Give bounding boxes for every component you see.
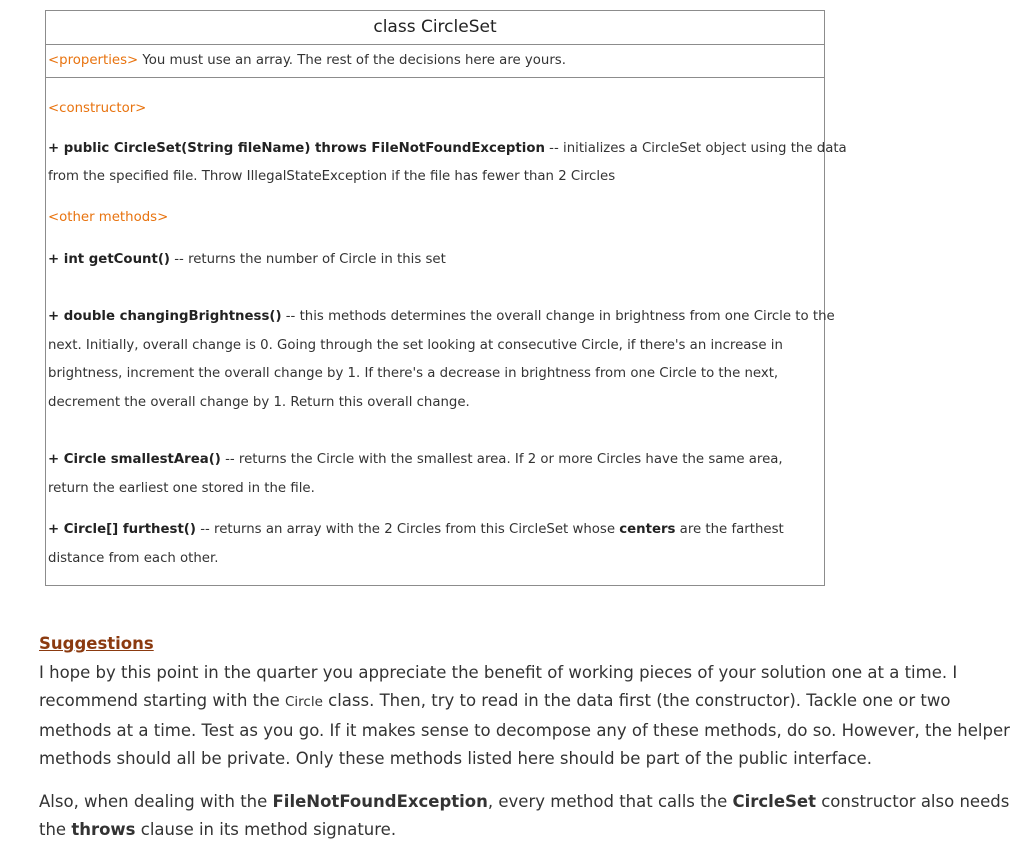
centers-bold: centers xyxy=(619,522,676,537)
constructor-line-1 xyxy=(46,135,847,164)
constructor-tag-row xyxy=(46,95,824,124)
other-methods-tag: <other methods> xyxy=(48,210,169,225)
suggestions-paragraph-2: Also, when dealing with the FileNotFoundException, every method that calls the CircleSet constructor also needs the throws clause in its method signature. xyxy=(39,791,1010,839)
filenotfound-bold: FileNotFoundException xyxy=(272,791,488,811)
method-desc: next. Initially, overall change is 0. Going through the set looking at consecutive Circle, if there's an increase in xyxy=(48,337,783,353)
constructor-signature: + public CircleSet(String fileName) throws FileNotFoundException xyxy=(48,141,545,156)
method-desc: -- returns the number of Circle in this set xyxy=(170,252,446,267)
method-getcount xyxy=(46,246,824,275)
throws-bold: throws xyxy=(71,820,136,839)
circleset-bold: CircleSet xyxy=(732,791,816,811)
class-title: class CircleSet xyxy=(46,11,824,45)
constructor-desc-2: from the specified file. Throw IllegalStateException if the file has fewer than 2 Circles xyxy=(48,169,616,184)
uml-class-box xyxy=(45,10,847,586)
constructor-tag: <constructor> xyxy=(48,101,147,116)
method-desc: distance from each other. xyxy=(48,550,219,566)
method-signature: + int getCount() xyxy=(48,252,171,267)
properties-row xyxy=(46,45,824,78)
method-signature: + double changingBrightness() xyxy=(48,309,282,324)
constructor-line-2 xyxy=(46,163,824,192)
suggestions-paragraph-1: I hope by this point in the quarter you appreciate the benefit of working pieces of your solution one at a time. I recommend starting with the Circle class. Then, try to read in the data first (the constructor). Tackle one or two methods at a time. Test as you go. If it makes sense to decompose any of these methods, do so. However, the helper methods should all be private. Only these methods listed here should be part of the public interface. xyxy=(39,662,1010,768)
properties-tag: <properties> xyxy=(48,53,139,68)
method-signature: + Circle smallestArea() xyxy=(48,452,221,467)
method-desc: -- this methods determines the overall change in brightness from one Circle to the xyxy=(281,309,835,324)
other-methods-tag-row xyxy=(46,204,824,233)
method-smallestarea xyxy=(46,446,824,503)
circle-code: Circle xyxy=(284,694,323,710)
properties-text: You must use an array. The rest of the decisions here are yours. xyxy=(142,53,566,68)
method-furthest xyxy=(46,516,824,573)
method-desc: return the earliest one stored in the file. xyxy=(48,480,315,496)
constructor-desc-1: -- initializes a CircleSet object using the data xyxy=(544,141,847,156)
method-desc: decrement the overall change by 1. Return this overall change. xyxy=(48,394,470,410)
suggestions-section xyxy=(39,630,1014,845)
method-desc: brightness, increment the overall change by 1. If there's a decrease in brightness from one Circle to the next, xyxy=(48,366,779,381)
method-changingbrightness xyxy=(46,303,835,417)
suggestions-title: Suggestions xyxy=(39,634,154,653)
method-signature: + Circle[] furthest() xyxy=(48,522,196,537)
method-desc: -- returns the Circle with the smallest area. If 2 or more Circles have the same area, xyxy=(220,452,783,467)
method-desc: are the farthest xyxy=(675,522,784,537)
method-desc: -- returns an array with the 2 Circles from this CircleSet whose xyxy=(195,522,620,537)
